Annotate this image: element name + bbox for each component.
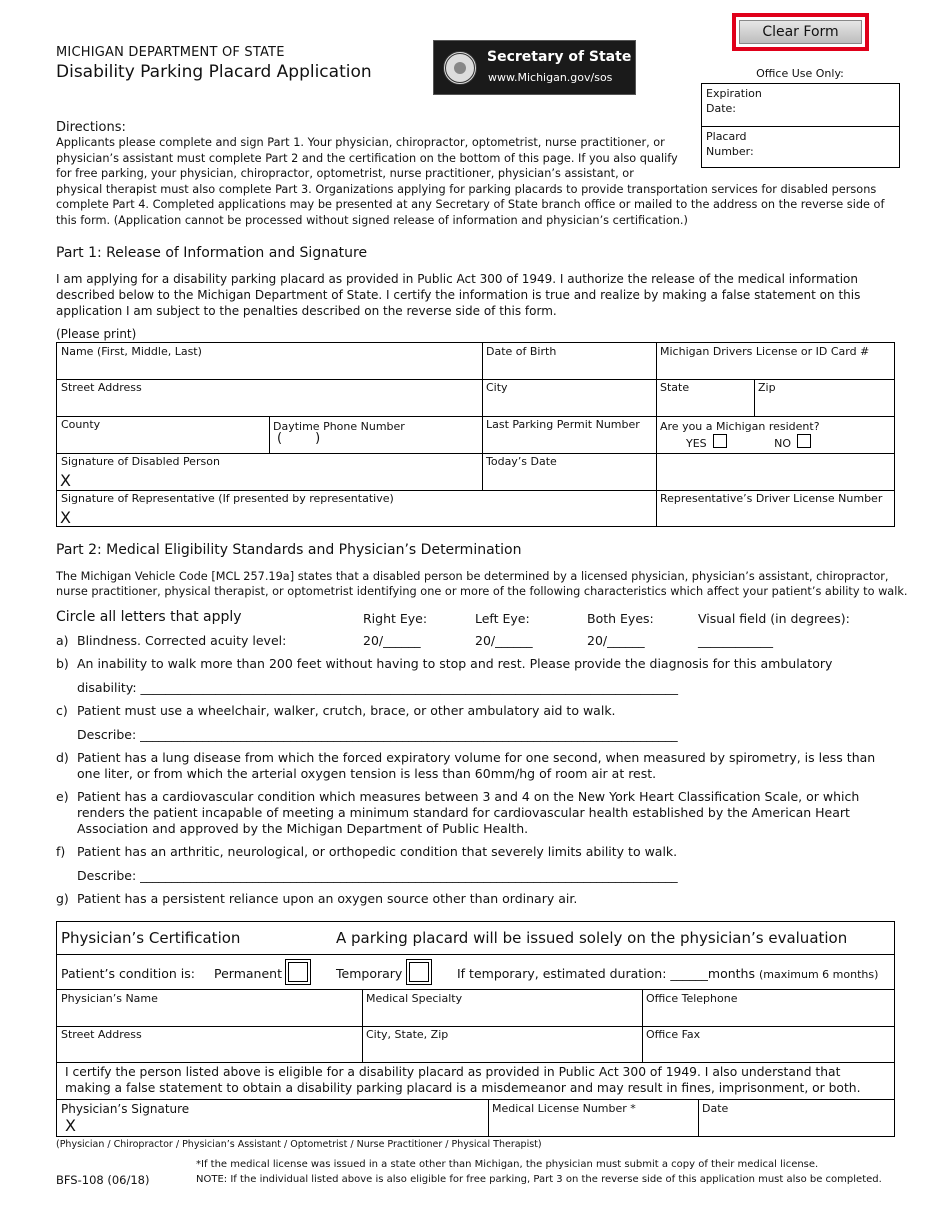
representative-license-field[interactable]	[656, 490, 894, 527]
both-eyes-acuity-field[interactable]: 20/______	[587, 633, 645, 648]
medical-license-label: Medical License Number *	[492, 1102, 636, 1115]
form-id: BFS-108 (06/18)	[56, 1173, 150, 1187]
county-field[interactable]	[57, 416, 269, 453]
no-checkbox[interactable]	[797, 434, 811, 448]
expiration-date-label: Date:	[706, 102, 736, 115]
item-text: An inability to walk more than 200 feet without having to stop and rest. Please provide the diagnosis for this ambulatory	[77, 656, 833, 671]
phone-area-code: ( )	[277, 431, 321, 446]
clear-form-frame	[732, 13, 869, 51]
temporary-duration-field[interactable]	[457, 966, 878, 981]
certify-line: making a false statement to obtain a disability parking placard is a misdemeanor and may result in fines, imprisonment, or both.	[65, 1081, 861, 1095]
part1-line: I am applying for a disability parking placard as provided in Public Act 300 of 1949. I authorize the release of the medical information	[56, 272, 858, 286]
no-label: NO	[774, 437, 792, 450]
item-text: Patient must use a wheelchair, walker, crutch, brace, or other ambulatory aid to walk.	[77, 703, 616, 718]
directions-line: for free parking, your physician, chiropractor, optometrist, nurse practitioner, physician’s assistant, or	[56, 167, 634, 181]
item-letter[interactable]: f)	[56, 844, 66, 859]
office-use-label: Office Use Only:	[756, 67, 844, 80]
applicant-name-field[interactable]	[57, 343, 482, 379]
physician-name-field[interactable]	[57, 990, 362, 1026]
daytime-phone-field[interactable]	[269, 416, 482, 453]
item-letter[interactable]: d)	[56, 750, 69, 765]
temporary-checkbox[interactable]	[406, 959, 432, 985]
physician-roles-note: (Physician / Chiropractor / Physician’s Assistant / Optometrist / Nurse Practitioner / Physical Therapist)	[56, 1139, 542, 1150]
state-seal-icon	[443, 51, 477, 85]
item-text: Patient has a lung disease from which the forced expiratory volume for one second, when measured by spirometry, is less than	[77, 750, 876, 765]
right-eye-label: Right Eye:	[363, 611, 428, 626]
directions-text	[56, 135, 906, 229]
todays-date-label: Today’s Date	[486, 455, 557, 468]
dob-label: Date of Birth	[486, 345, 557, 358]
item-letter[interactable]: g)	[56, 891, 69, 906]
form-title: Disability Parking Placard Application	[56, 62, 372, 82]
sos-logo	[433, 40, 636, 95]
office-fax-field[interactable]	[642, 1026, 894, 1062]
diagnosis-field[interactable]: disability: ______________________________________________________________________________________	[77, 680, 679, 695]
medical-license-field[interactable]	[488, 1100, 698, 1136]
disabled-signature-x: X	[60, 471, 71, 490]
michigan-resident-field	[656, 416, 894, 453]
clear-form-button[interactable]: Clear Form	[739, 20, 862, 44]
visual-field-label: Visual field (in degrees):	[698, 611, 850, 626]
office-fax-label: Office Fax	[646, 1028, 701, 1041]
date-of-birth-field[interactable]	[482, 343, 656, 379]
physician-date-label: Date	[702, 1102, 729, 1115]
disabled-signature-field[interactable]	[57, 453, 482, 490]
zip-label: Zip	[758, 381, 776, 394]
certify-line: I certify the person listed above is eligible for a disability placard as provided in Public Act 300 of 1949. I also understand that	[65, 1065, 841, 1079]
max-duration-note: (maximum 6 months)	[758, 968, 879, 981]
ambulatory-aid-describe-field[interactable]: Describe: ______________________________________________________________________________________	[77, 727, 678, 742]
part1-grid	[56, 342, 895, 527]
expiration-label: Expiration	[706, 87, 762, 100]
representative-signature-x: X	[60, 508, 71, 527]
physician-info-grid	[56, 989, 895, 1063]
department-name: MICHIGAN DEPARTMENT OF STATE	[56, 45, 285, 60]
license-number-field[interactable]	[656, 343, 894, 379]
left-eye-acuity-field[interactable]: 20/______	[475, 633, 533, 648]
physician-cert-tagline: A parking placard will be issued solely on the physician’s evaluation	[336, 929, 848, 947]
condition-describe-field[interactable]: Describe: ______________________________________________________________________________________	[77, 868, 678, 883]
item-letter[interactable]: c)	[56, 703, 68, 718]
item-text: one liter, or from which the arterial oxygen tension is less than 60mm/hg of room air at rest.	[77, 766, 657, 781]
city-field[interactable]	[482, 379, 656, 416]
physician-cert-heading: Physician’s Certification	[61, 929, 241, 947]
item-text: Patient has an arthritic, neurological, or orthopedic condition that severely limits ability to walk.	[77, 844, 678, 859]
street-address-field[interactable]	[57, 379, 482, 416]
permanent-label: Permanent	[214, 966, 282, 981]
blank-cell	[656, 453, 894, 490]
last-permit-field[interactable]	[482, 416, 656, 453]
physician-street-field[interactable]	[57, 1026, 362, 1062]
city-label: City	[486, 381, 508, 394]
certification-statement	[56, 1062, 895, 1100]
directions-line: Applicants please complete and sign Part 1. Your physician, chiropractor, optometrist, nurse practitioner, or	[56, 136, 665, 149]
circle-instruction: Circle all letters that apply	[56, 609, 242, 625]
phone-label: Daytime Phone Number	[273, 420, 405, 433]
yes-label: YES	[686, 437, 707, 450]
yes-checkbox[interactable]	[713, 434, 727, 448]
placard-number-label: Number:	[706, 145, 754, 158]
visual-field-field[interactable]: ____________	[698, 633, 773, 648]
expiration-date-field[interactable]	[702, 84, 899, 127]
disabled-signature-label: Signature of Disabled Person	[61, 455, 220, 468]
part1-line: described below to the Michigan Department of State. I certify the information is true and realize by making a false statement on this	[56, 288, 861, 302]
state-label: State	[660, 381, 690, 394]
item-text: Association and approved by the Michigan Department of Public Health.	[77, 821, 529, 836]
last-permit-label: Last Parking Permit Number	[486, 418, 640, 431]
item-letter[interactable]: b)	[56, 656, 69, 671]
todays-date-field[interactable]	[482, 453, 656, 490]
placard-label: Placard	[706, 130, 747, 143]
part1-line: application I am subject to the penalties described on the reverse side of this form.	[56, 304, 557, 318]
office-telephone-field[interactable]	[642, 990, 894, 1026]
physician-signature-row	[56, 1099, 895, 1137]
directions-line: physical therapist must also complete Part 3. Organizations applying for parking placards to provide transportation services for disabled persons	[56, 182, 877, 196]
city-state-zip-label: City, State, Zip	[366, 1028, 449, 1041]
physician-street-label: Street Address	[61, 1028, 142, 1041]
medical-specialty-field[interactable]	[362, 990, 642, 1026]
item-letter[interactable]: a)	[56, 633, 69, 648]
county-label: County	[61, 418, 101, 431]
part2-intro-line: nurse practitioner, physical therapist, or optometrist identifying one or more of the following characteristics which affect your patient’s ability to walk.	[56, 585, 908, 598]
both-eyes-label: Both Eyes:	[587, 611, 654, 626]
item-text: Blindness. Corrected acuity level:	[77, 633, 287, 648]
applicant-name-label: Name (First, Middle, Last)	[61, 345, 202, 358]
zip-field[interactable]	[754, 379, 894, 416]
representative-signature-field[interactable]	[57, 490, 656, 527]
representative-signature-label: Signature of Representative (If presented by representative)	[61, 492, 394, 505]
directions-heading: Directions:	[56, 120, 126, 135]
physician-signature-label: Physician’s Signature	[61, 1102, 190, 1116]
directions-line: physician’s assistant must complete Part 2 and the certification on the bottom of this page. If you also qualify	[56, 151, 678, 165]
part2-intro-line: The Michigan Vehicle Code [MCL 257.19a] states that a disabled person be determined by a licensed physician, physician’s assistant, chiropractor,	[56, 570, 889, 583]
logo-line1: Secretary of State	[487, 49, 632, 65]
physician-signature-field[interactable]	[57, 1100, 488, 1136]
part2-intro	[56, 569, 906, 599]
resident-question: Are you a Michigan resident?	[660, 420, 820, 433]
office-telephone-label: Office Telephone	[646, 992, 738, 1005]
specialty-label: Medical Specialty	[366, 992, 463, 1005]
part1-heading: Part 1: Release of Information and Signature	[56, 245, 368, 261]
please-print-label: (Please print)	[56, 327, 137, 341]
physician-name-label: Physician’s Name	[61, 992, 158, 1005]
patient-condition-row	[56, 954, 895, 990]
street-label: Street Address	[61, 381, 142, 394]
item-letter[interactable]: e)	[56, 789, 69, 804]
directions-line: complete Part 4. Completed applications may be presented at any Secretary of State branch office or mailed to the address on the reverse side of	[56, 198, 885, 212]
footer-note-free-parking: NOTE: If the individual listed above is also eligible for free parking, Part 3 on the reverse side of this application must also be completed.	[196, 1174, 882, 1185]
item-text: Patient has a persistent reliance upon an oxygen source other than ordinary air.	[77, 891, 578, 906]
directions-line: this form. (Application cannot be processed without signed release of information and physician’s certification.)	[56, 213, 688, 227]
temporary-label: Temporary	[336, 966, 403, 981]
permanent-checkbox[interactable]	[285, 959, 311, 985]
license-label: Michigan Drivers License or ID Card #	[660, 345, 870, 358]
part1-text	[56, 271, 906, 319]
right-eye-acuity-field[interactable]: 20/______	[363, 633, 421, 648]
physician-signature-x: X	[65, 1116, 76, 1135]
left-eye-label: Left Eye:	[475, 611, 530, 626]
footer-note-license: *If the medical license was issued in a state other than Michigan, the physician must submit a copy of their medical license.	[196, 1159, 819, 1170]
state-field[interactable]	[656, 379, 754, 416]
physician-date-field[interactable]	[698, 1100, 894, 1136]
duration-label: If temporary, estimated duration: ______months	[457, 966, 755, 981]
rep-license-label: Representative’s Driver License Number	[660, 492, 883, 505]
logo-line2: www.Michigan.gov/sos	[488, 71, 613, 84]
item-text: renders the patient incapable of meeting a minimum standard for cardiovascular health established by the American Heart	[77, 805, 850, 820]
patient-condition-label: Patient’s condition is:	[61, 966, 195, 981]
city-state-zip-field[interactable]	[362, 1026, 642, 1062]
physician-cert-header	[56, 921, 895, 955]
part2-heading: Part 2: Medical Eligibility Standards and Physician’s Determination	[56, 542, 522, 558]
item-text: Patient has a cardiovascular condition which measures between 3 and 4 on the New York Heart Classification Scale, or which	[77, 789, 860, 804]
